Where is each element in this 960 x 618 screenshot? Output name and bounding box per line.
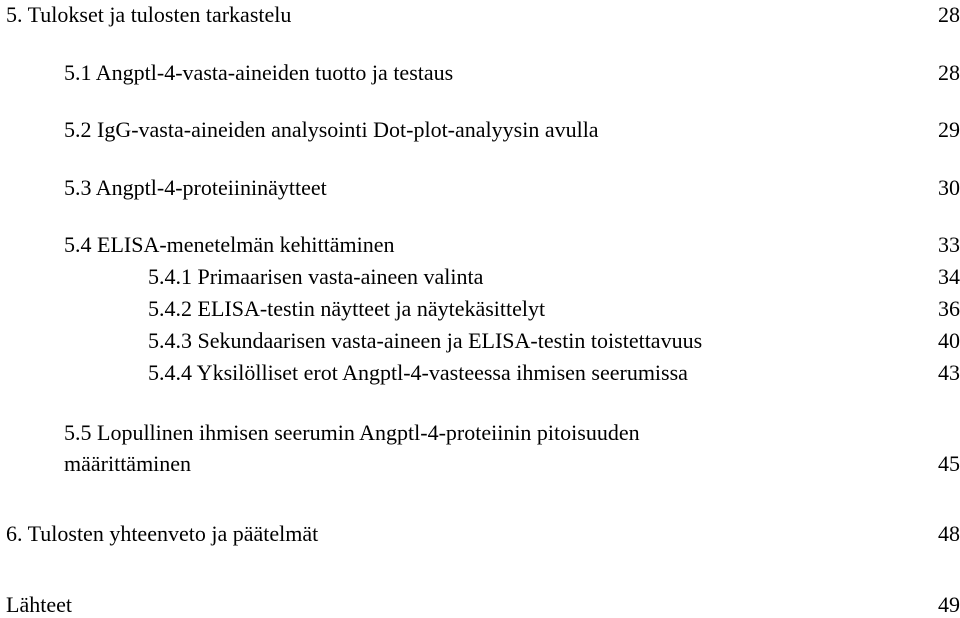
toc-entry-section-5-5[interactable]: [0, 420, 960, 446]
toc-entry-section-5-3[interactable]: [0, 175, 960, 201]
toc-entry-section-5-4-1[interactable]: [0, 264, 960, 290]
toc-entry-page: 40: [938, 328, 960, 353]
toc-entry-label: 5.5 Lopullinen ihmisen seerumin Angptl-4-proteiinin pitoisuuden: [64, 420, 640, 445]
toc-entry-label: 5. Tulokset ja tulosten tarkastelu: [6, 2, 292, 27]
toc-entry-chapter-6[interactable]: [0, 521, 960, 547]
toc-entry-section-5-4-4[interactable]: [0, 360, 960, 386]
toc-entry-label: 5.2 IgG-vasta-aineiden analysointi Dot-plot-analyysin avulla: [64, 117, 599, 142]
toc-entry-label: 5.4 ELISA-menetelmän kehittäminen: [64, 232, 395, 257]
toc-entry-page: 49: [938, 592, 960, 617]
toc-entry-page: 28: [938, 60, 960, 85]
toc-entry-label: 5.4.1 Primaarisen vasta-aineen valinta: [148, 264, 484, 289]
toc-entry-page: 29: [938, 117, 960, 142]
toc-entry-section-5-2[interactable]: [0, 117, 960, 143]
toc-entry-label: 5.1 Angptl-4-vasta-aineiden tuotto ja testaus: [64, 60, 454, 85]
toc-entry-label: 5.3 Angptl-4-proteiininäytteet: [64, 175, 327, 200]
toc-entry-page: 30: [938, 175, 960, 200]
toc-entry-page: 48: [938, 521, 960, 546]
toc-entry-page: 45: [938, 451, 960, 476]
toc-entry-section-5-4-2[interactable]: [0, 296, 960, 322]
toc-entry-label: 5.4.2 ELISA-testin näytteet ja näytekäsittelyt: [148, 296, 546, 321]
toc-entry-page: 43: [938, 360, 960, 385]
toc-entry-page: 33: [938, 232, 960, 257]
toc-entry-label: 5.4.4 Yksilölliset erot Angptl-4-vasteessa ihmisen seerumissa: [148, 360, 688, 385]
toc-entry-label: 5.4.3 Sekundaarisen vasta-aineen ja ELISA-testin toistettavuus: [148, 328, 703, 353]
toc-entry-page: 36: [938, 296, 960, 321]
toc-entry-page: 34: [938, 264, 960, 289]
toc-entry-section-5-4[interactable]: [0, 232, 960, 258]
toc-entry-page: 28: [938, 2, 960, 27]
toc-entry-section-5-5-continued[interactable]: [0, 451, 960, 477]
toc-entry-section-5-4-3[interactable]: [0, 328, 960, 354]
toc-entry-chapter-5[interactable]: [0, 2, 960, 28]
toc-entry-label: Lähteet: [6, 592, 72, 617]
toc-entry-section-5-1[interactable]: [0, 60, 960, 86]
toc-entry-references[interactable]: [0, 592, 960, 618]
toc-entry-label: määrittäminen: [64, 451, 192, 476]
toc-entry-label: 6. Tulosten yhteenveto ja päätelmät: [6, 521, 319, 546]
